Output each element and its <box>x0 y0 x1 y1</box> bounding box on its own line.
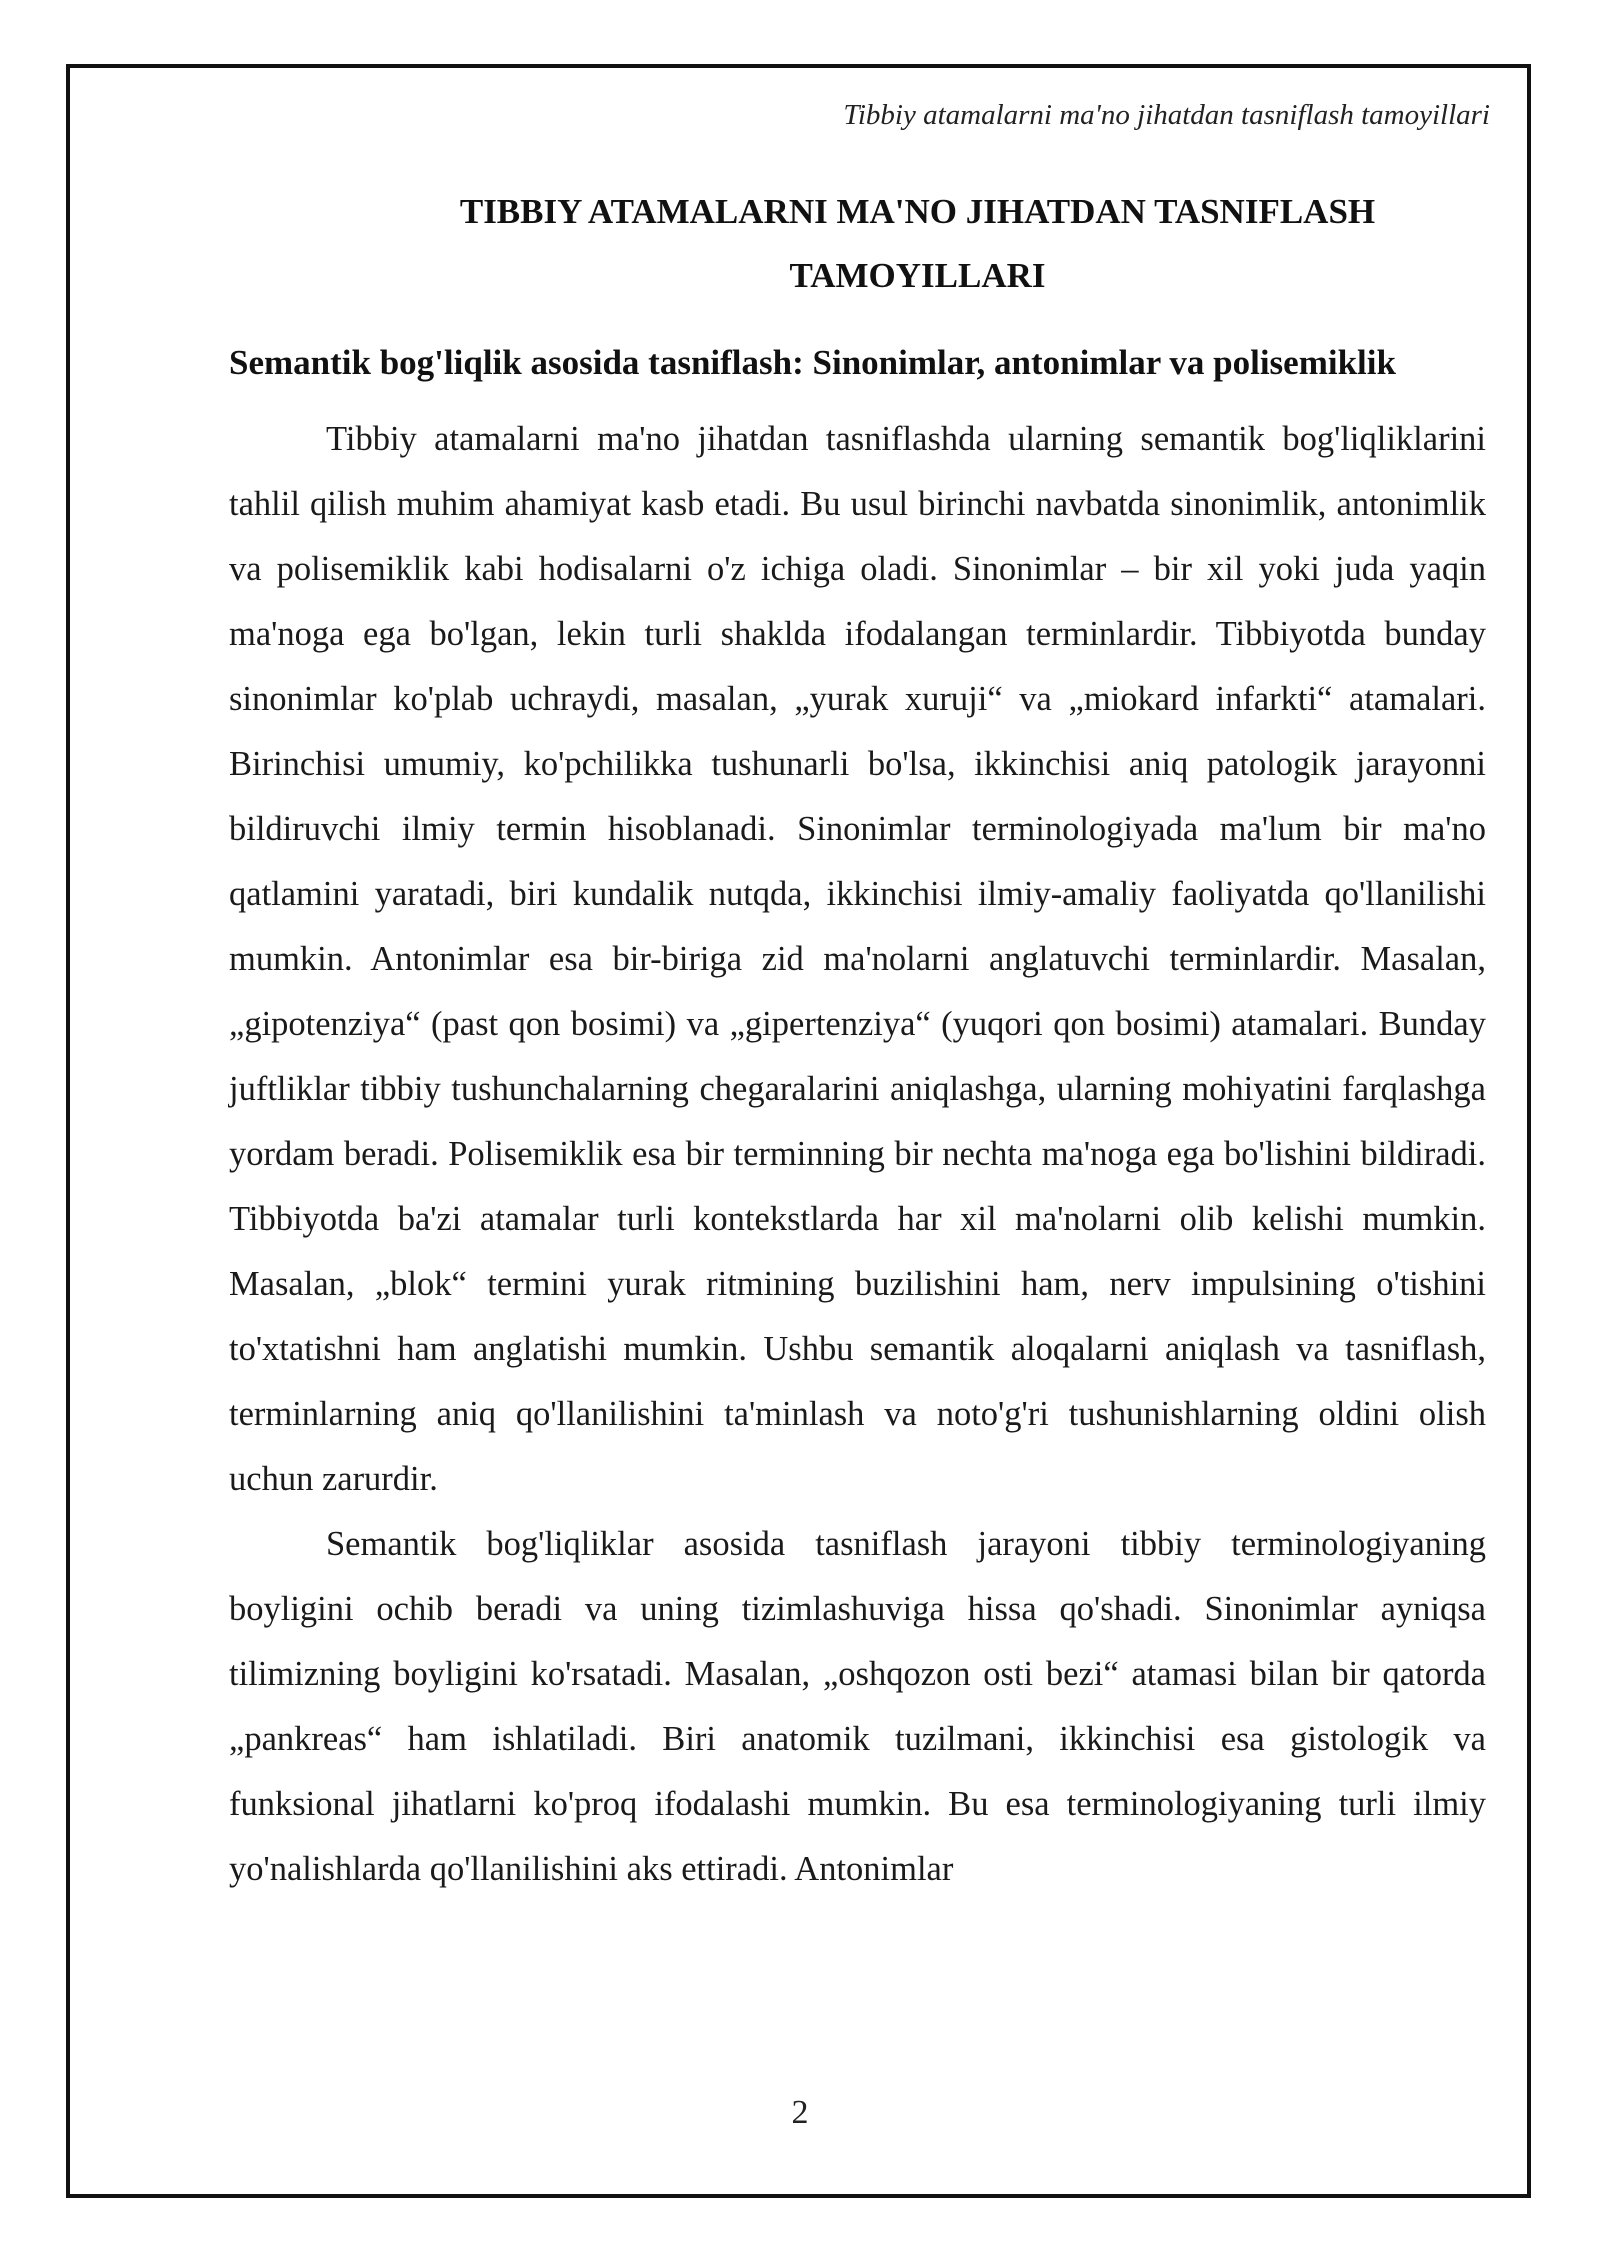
document-title-line-1: TIBBIY ATAMALARNI MA'NO JIHATDAN TASNIFLASH <box>459 192 1376 231</box>
page-content <box>229 180 1486 1902</box>
body-paragraph-1: Tibbiy atamalarni ma'no jihatdan tasniflashda ularning semantik bog'liqliklarini tahlil qilish muhim ahamiyat kasb etadi. Bu usul birinchi navbatda sinonimlik, antonimlik va polisemiklik kabi hodisalarni o'z ichiga oladi. Sinonimlar – bir xil yoki juda yaqin ma'noga ega bo'lgan, lekin turli shaklda ifodalangan terminlardir. Tibbiyotda bunday sinonimlar ko'plab uchraydi, masalan, „yurak xuruji“ va „miokard infarkti“ atamalari. Birinchisi umumiy, ko'pchilikka tushunarli bo'lsa, ikkinchisi aniq patologik jarayonni bildiruvchi ilmiy termin hisoblanadi. Sinonimlar terminologiyada ma'lum bir ma'no qatlamini yaratadi, biri kundalik nutqda, ikkinchisi ilmiy-amaliy faoliyatda qo'llanilishi mumkin. Antonimlar esa bir-biriga zid ma'nolarni anglatuvchi terminlardir. Masalan, „gipotenziya“ (past qon bosimi) va „gipertenziya“ (yuqori qon bosimi) atamalari. Bunday juftliklar tibbiy tushunchalarning chegaralarini aniqlashga, ularning mohiyatini farqlashga yordam beradi. Polisemiklik esa bir terminning bir nechta ma'noga ega bo'lishini bildiradi. Tibbiyotda ba'zi atamalar turli kontekstlarda har xil ma'nolarni olib kelishi mumkin. Masalan, „blok“ termini yurak ritmining buzilishini ham, nerv impulsining o'tishini to'xtatishni ham anglatishi mumkin. Ushbu semantik aloqalarni aniqlash va tasniflash, terminlarning aniq qo'llanilishini ta'minlash va noto'g'ri tushunishlarning oldini olish uchun zarurdir. <box>229 420 1486 1498</box>
document-title <box>229 180 1486 308</box>
body-paragraph-2: Semantik bog'liqliklar asosida tasniflash jarayoni tibbiy terminologiyaning boyligini ochib beradi va uning tizimlashuviga hissa qo'shadi. Sinonimlar ayniqsa tilimizning boyligini ko'rsatadi. Masalan, „oshqozon osti bezi“ atamasi bilan bir qatorda „pankreas“ ham ishlatiladi. Biri anatomik tuzilmani, ikkinchisi esa gistologik va funksional jihatlarni ko'proq ifodalashi mumkin. Bu esa terminologiyaning turli ilmiy yo'nalishlarda qo'llanilishini aks ettiradi. Antonimlar <box>229 1525 1486 1888</box>
section-heading: Semantik bog'liqlik asosida tasniflash: Sinonimlar, antonimlar va polisemiklik <box>229 343 1396 382</box>
running-header: Tibbiy atamalarni ma'no jihatdan tasniflash tamoyillari <box>843 99 1490 131</box>
page-number: 2 <box>791 2094 809 2131</box>
document-title-line-2: TAMOYILLARI <box>789 256 1046 295</box>
